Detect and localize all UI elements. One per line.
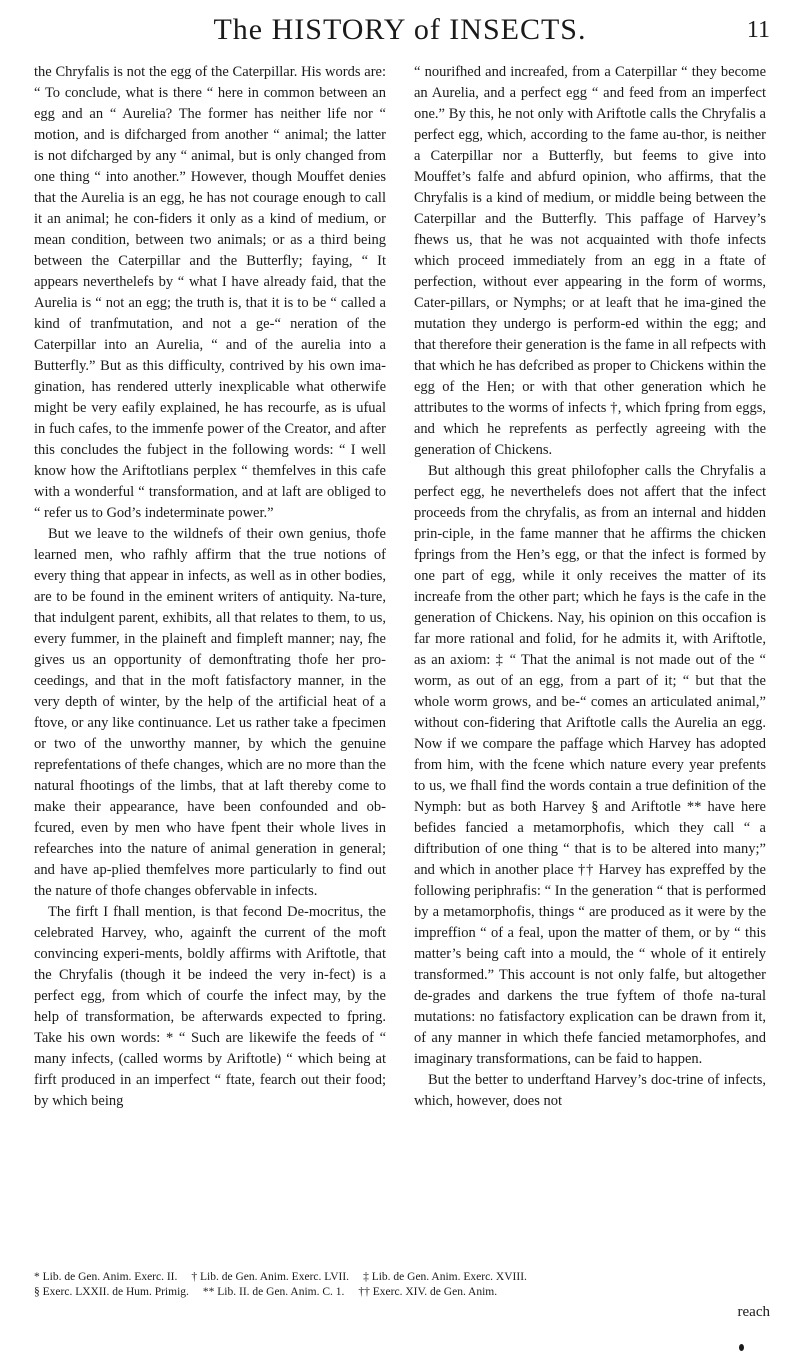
page-header [0,8,800,52]
right-column [414,62,766,1112]
left-column [34,62,386,1112]
footnotes [34,1270,774,1300]
footnote: § Exerc. LXXII. de Hum. Primig. [34,1286,189,1298]
paragraph: But although this great philofopher calls the Chryfalis a perfect egg, he neverthelefs does not affert that the infect proceeds from the chryfalis, as from an internal and hidden prin-ciple, in the fame manner that he affirms the chicken fprings from the Hen’s egg, or that the infect is formed by one part of egg, while it only receives the matter of its increafe from the other part; which he fays is the cafe in the generation of Chickens. Nay, his opinion on this occafion is far more rational and folid, for he admits it, with Ariftotle, as an axiom: ‡ “ That the animal is not made out of the “ worm, as out of an egg, from a part of it; “ but that the whole worm grows, and be-“ comes an articulated animal,” without con-fidering that Ariftotle calls the Aurelia an egg. Now if we compare the paffage which Harvey has adopted from him, with the fcene which nature every year prefents to us, we fhall find the words contain a true definition of the Nymph: but as both Harvey § and Ariftotle ** have here befides fancied a metamorphofis, which they call “ a diftribution of one thing “ that is to be altered into many;” and which in another place †† Harvey has expreffed by the following periphrafis: “ In the generation “ that is performed by a metamorphofis, things “ are produced as it were by the impreffion “ of a feal, upon the matter of them, or by “ this matter’s being caft into a mould, the “ whole of it entirely transformed.” This account is not only falfe, but altogether de-grades and darkens the true fyftem of thofe na-tural mutations: no fatisfactory explication can be drawn from it, of any manner in which thefe fancied metamorphofes, and imaginary transformations, can be faid to happen. [414,463,766,1067]
catchword: reach [737,1304,770,1320]
footnote: ** Lib. II. de Gen. Anim. C. 1. [202,1286,345,1298]
footnote: †† Exerc. XIV. de Gen. Anim. [358,1286,498,1298]
footnote: † Lib. de Gen. Anim. Exerc. LVII. [191,1271,350,1283]
footnote-row [34,1270,774,1285]
page-number: 11 [746,17,770,43]
footnote-row [34,1285,774,1300]
paragraph: the Chryfalis is not the egg of the Caterpillar. His words are: “ To conclude, what is there “ here in common between an egg and an “ Aurelia? The former has neither life nor “ motion, and is difcharged from another “ animal; the latter is not difcharged by any “ animal, but is only changed from one thing “ into another.” However, though Mouffet denies that the Aurelia is an egg, he has not courage enough to call it an animal; he con-fiders it only as a kind of medium, or mean condition, between two animals; or as a third being between the Caterpillar and the Butterfly; faying, “ It appears neverthelefs by “ what I have already faid, that the Aurelia is “ not an egg; the truth is, that it is to be “ called a kind of tranfmutation, and not a ge-“ neration of the Caterpillar into an Aurelia, “ and of the aurelia into a Butterfly.” But as this difficulty, contrived by his own ima-gination, has rendered utterly inexplicable what otherwife might be very eafily explained, he has recourfe, as is ufual in fuch cafes, to the immenfe power of the Creator, and after this concludes the fubject in the following words: “ I well know how the Ariftotlians perplex “ themfelves in this cafe with a wonderful “ transformation, and at laft are obliged to “ refer us to God’s indeterminate power.” [34,64,386,521]
footnote: ‡ Lib. de Gen. Anim. Exerc. XVIII. [363,1271,527,1283]
footnote: * Lib. de Gen. Anim. Exerc. II. [34,1271,178,1283]
paragraph: The firft I fhall mention, is that fecond De-mocritus, the celebrated Harvey, who, againft the current of the moft convincing experi-ments, boldly affirms with Ariftotle, that the Chryfalis (though it be indeed the very in-fect) is a perfect egg, from which of courfe the infect may, by the help of transformation, be afterwards expected to fpring. Take his own words: * “ Such are likewife the feeds of “ many infects, (called worms by Ariftotle) “ which being at firft produced in an imperfect “ ftate, fearch out their food; by which being [34,904,386,1109]
paragraph: But the better to underftand Harvey’s doc-trine of infects, which, however, does not [414,1072,766,1109]
paragraph: “ nourifhed and increafed, from a Caterpillar “ they become an Aurelia, and a perfect egg “ and feed from an imperfect one.” By this, he not only with Ariftotle calls the Chryfalis a perfect egg, which, according to the fame au-thor, is neither a Caterpillar nor a Butterfly, but feems to give into Mouffet’s falfe and abfurd opinion, who affirms, that the Chryfalis is a kind of medium, or middle being between the Caterpillar and the Butterfly. This paffage of Harvey’s fhews us, that he was not acquainted with thofe infects which proceed immediately from an egg in a ftate of perfection, without ever appearing in the form of worms, Cater-pillars, or Nymphs; or at leaft that he ima-gined the mutation they undergo is perform-ed within the egg; and that therefore their generation is the fame in all refpects with that which he has defcribed as proper to Chickens within the egg of the Hen; or with that other generation which he attributes to the worms of infects †, which fpring from eggs, and which he reprefents as perfectly agreeing with the generation of Chickens. [414,64,766,458]
running-title: The HISTORY of INSECTS. [213,13,587,46]
ink-mark [739,1344,744,1351]
paragraph: But we leave to the wildnefs of their own genius, thofe learned men, who rafhly affirm that the true notions of every thing that appear in infects, as well as in other bodies, are to be found in the eminent writers of antiquity. Na-ture, that indulgent parent, exhibits, all that relates to them, to us, every fummer, in the plaineft and fimpleft manner; nay, fhe gives us an opportunity of demonftrating thofe her pro-ceedings, and that in the moft fatisfactory manner, in the very depth of winter, by the help of the artificial heat of a ftove, or any like continuance. Let us rather take a fpecimen or two of the unworthy manner, by which the genuine reprefentations of thefe changes, which are no more than the natural fhootings of the limbs, that at laft thereby come to make their appearance, have been confounded and ob-fcured, even by men who have fpent their whole lives in refearches into the nature of animal generation in general; and have ap-plied themfelves more particularly to find out the nature of thofe changes obfervable in infects. [34,526,386,899]
